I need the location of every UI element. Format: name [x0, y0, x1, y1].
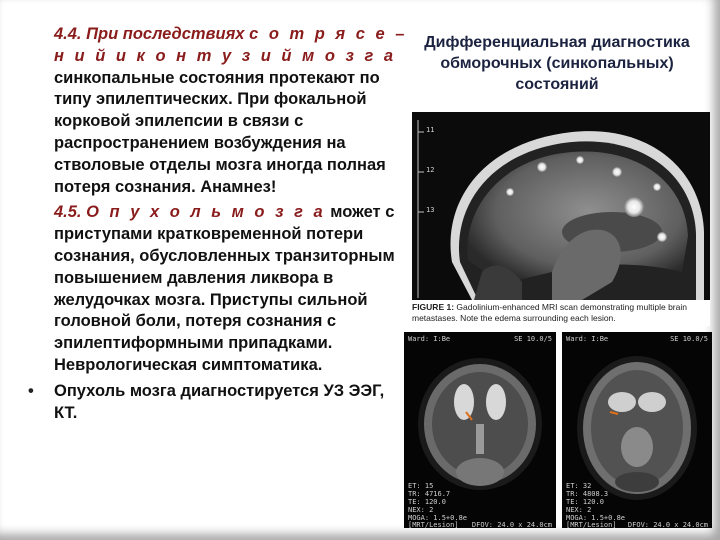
footer-line: TR: 4716.7	[408, 490, 451, 498]
bullet-sep: ,	[379, 381, 385, 400]
footer-line: TR: 4808.3	[566, 490, 609, 498]
footer-right: DFOV: 24.0 x 24.0cm	[471, 521, 552, 528]
section-4-4-term-line1: с о т р я с е –	[249, 25, 408, 43]
paragraph-4-4	[28, 24, 408, 198]
mri-top-caption	[412, 302, 710, 324]
footer-line: MOGA: 1.5+0.8e	[408, 514, 468, 522]
bullet-end: .	[72, 403, 78, 422]
header-right: SE 10.0/5	[514, 335, 552, 343]
mri-top-figure	[412, 112, 710, 326]
mri-sagittal-svg	[412, 112, 710, 300]
footer-line: NEX: 2	[408, 506, 434, 514]
bullet-text: Опухоль мозга диагностируется	[54, 381, 319, 400]
footer-line: ET: 32	[566, 482, 592, 490]
mri-axial-panel	[562, 332, 712, 528]
section-4-4-number: 4.4.	[54, 25, 82, 43]
footer-line: TE: 120.0	[566, 498, 604, 506]
mri-sagittal-image	[412, 112, 710, 300]
scale-mark: 12	[426, 166, 435, 174]
footer-line: MOGA: 1.5+0.8e	[566, 514, 626, 522]
header-left: Ward: I:Be	[566, 335, 609, 343]
section-4-5-term: О п у х о л ь м о з г а	[86, 203, 326, 222]
footer-right: DFOV: 24.0 x 24.0cm	[627, 521, 708, 528]
scale-mark: 13	[426, 206, 435, 214]
section-4-4-prefix: При последствиях	[86, 25, 245, 43]
section-4-5-body: может с приступами кратковременной потери сознания, обусловленных транзиторным повышением давления ликвора в желудочках мозга. Приступы сильной головной боли, потеря сознания с эпилептиформными припадками. Неврологическая симптоматика.	[54, 203, 395, 374]
bullet-uz: УЗ	[323, 381, 345, 400]
section-4-5-number: 4.5.	[54, 203, 82, 222]
footer-line: NEX: 2	[566, 506, 592, 514]
header-left: Ward: I:Be	[408, 335, 451, 343]
footer-line: TE: 120.0	[408, 498, 446, 506]
bullet-eeg: ЭЭГ	[348, 381, 380, 400]
footer-line: [MRT/Lesion]	[566, 521, 617, 528]
mri-coronal-panel	[404, 332, 556, 528]
footer-line: ET: 15	[408, 482, 434, 490]
scale-mark: 11	[426, 126, 435, 134]
bullet-paragraph	[28, 381, 408, 425]
caption-label: FIGURE 1:	[412, 302, 455, 312]
bullet-dot: •	[28, 381, 34, 400]
footer-line: [MRT/Lesion]	[408, 521, 459, 528]
text-column	[28, 24, 408, 424]
section-4-4-term-line2: н и й и к о н т у з и й м о з г а	[54, 46, 397, 65]
header-right: SE 10.0/5	[670, 335, 708, 343]
bullet-ct: КТ	[54, 403, 73, 422]
section-4-4-body: синкопальные состояния протекают по типу эпилептических. При фокальной корковой эпилепсии в связи с распространением возбуждения на стволовые отделы мозга иногда полная потеря сознания. Анамнез!	[54, 68, 386, 196]
slide-title: Дифференциальная диагностика обморочных (синкопальных) состояний	[424, 34, 690, 93]
paragraph-4-5	[28, 202, 408, 376]
caption-text: Gadolinium-enhanced MRI scan demonstrating multiple brain metastases. Note the edema surrounding each lesion.	[412, 302, 687, 323]
